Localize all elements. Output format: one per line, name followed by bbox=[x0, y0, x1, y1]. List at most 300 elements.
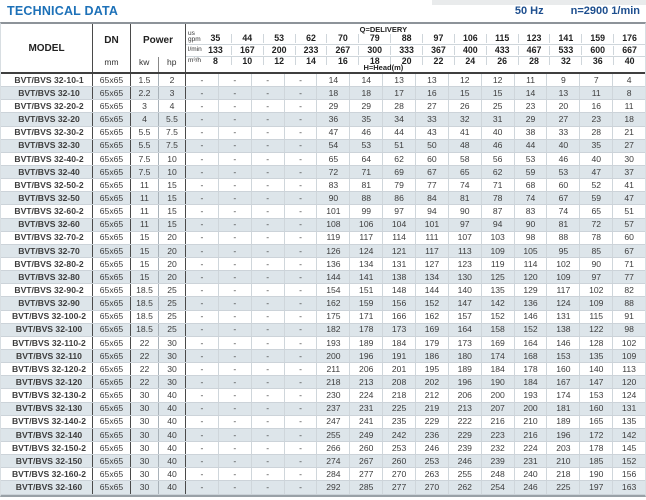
model-cell: BVT/BVS 32-120-2 bbox=[1, 363, 93, 375]
head-value: - bbox=[284, 337, 317, 349]
head-value: 160 bbox=[579, 403, 612, 415]
flow-value: 123 bbox=[518, 34, 550, 43]
head-value: - bbox=[251, 455, 284, 467]
head-value: 82 bbox=[612, 284, 645, 296]
head-value: 23 bbox=[579, 113, 612, 125]
flow-unit-label: m³/h bbox=[188, 56, 201, 64]
head-value: 277 bbox=[382, 481, 415, 493]
hp-cell: 15 bbox=[159, 192, 186, 204]
kw-cell: 30 bbox=[131, 403, 159, 415]
head-value: 246 bbox=[448, 455, 481, 467]
head-value: 237 bbox=[316, 403, 349, 415]
kw-cell: 30 bbox=[131, 416, 159, 428]
head-value: 240 bbox=[514, 468, 547, 480]
dn-cell: 65x65 bbox=[93, 376, 131, 388]
dn-cell: 65x65 bbox=[93, 455, 131, 467]
head-value: 33 bbox=[546, 127, 579, 139]
flow-value: 26 bbox=[486, 57, 518, 66]
head-value: 98 bbox=[612, 324, 645, 336]
head-value: 102 bbox=[579, 284, 612, 296]
table-row bbox=[1, 205, 645, 218]
head-value: 185 bbox=[579, 455, 612, 467]
kw-cell: 5.5 bbox=[131, 127, 159, 139]
head-value: 109 bbox=[612, 350, 645, 362]
flow-unit-label: us gpm bbox=[188, 30, 201, 44]
head-value: 131 bbox=[546, 311, 579, 323]
head-value: 87 bbox=[481, 205, 514, 217]
head-value: - bbox=[200, 232, 204, 243]
flow-value: 32 bbox=[549, 57, 581, 66]
head-value: 253 bbox=[382, 442, 415, 454]
head-value: - bbox=[284, 350, 317, 362]
dn-cell: 65x65 bbox=[93, 416, 131, 428]
head-value: - bbox=[284, 442, 317, 454]
head-value: 200 bbox=[316, 350, 349, 362]
head-value: - bbox=[200, 482, 204, 493]
head-value: 97 bbox=[448, 219, 481, 231]
head-value: - bbox=[251, 219, 284, 231]
kw-cell: 15 bbox=[131, 271, 159, 283]
head-value: 54 bbox=[316, 140, 349, 152]
head-value: 28 bbox=[579, 127, 612, 139]
head-value: 249 bbox=[349, 429, 382, 441]
head-value: - bbox=[251, 297, 284, 309]
kw-cell: 15 bbox=[131, 258, 159, 270]
head-value: - bbox=[200, 206, 204, 217]
head-value: 120 bbox=[612, 376, 645, 388]
head-value: 53 bbox=[514, 153, 547, 165]
head-value: - bbox=[200, 245, 204, 256]
flow-row-lmin bbox=[186, 44, 645, 56]
head-value: 267 bbox=[349, 455, 382, 467]
model-cell: BVT/BVS 32-30 bbox=[1, 140, 93, 152]
head-value: 8 bbox=[612, 87, 645, 99]
head-value: 203 bbox=[546, 442, 579, 454]
head-value: 90 bbox=[448, 205, 481, 217]
head-value: 125 bbox=[481, 271, 514, 283]
head-value: 34 bbox=[382, 113, 415, 125]
head-value: 32 bbox=[448, 113, 481, 125]
flow-value: 12 bbox=[263, 57, 295, 66]
head-value: 28 bbox=[382, 100, 415, 112]
dn-cell: 65x65 bbox=[93, 100, 131, 112]
head-value: 81 bbox=[448, 192, 481, 204]
dn-cell: 65x65 bbox=[93, 389, 131, 401]
head-value: 180 bbox=[448, 350, 481, 362]
head-value: - bbox=[218, 311, 251, 323]
head-value: 208 bbox=[382, 376, 415, 388]
page-title: TECHNICAL DATA bbox=[7, 4, 119, 18]
head-value: 167 bbox=[546, 376, 579, 388]
table-row bbox=[1, 468, 645, 481]
head-value: - bbox=[284, 205, 317, 217]
head-value: - bbox=[200, 179, 204, 190]
head-value: - bbox=[200, 311, 204, 322]
dn-cell: 65x65 bbox=[93, 87, 131, 99]
head-value: - bbox=[251, 100, 284, 112]
hp-unit-label: hp bbox=[158, 57, 186, 72]
head-value: - bbox=[218, 74, 251, 86]
head-value: 158 bbox=[481, 324, 514, 336]
head-value: 223 bbox=[481, 429, 514, 441]
head-value: 142 bbox=[481, 297, 514, 309]
head-value: 65 bbox=[448, 166, 481, 178]
flow-value: 533 bbox=[549, 46, 581, 55]
head-value: 173 bbox=[382, 324, 415, 336]
kw-cell: 22 bbox=[131, 363, 159, 375]
hp-cell: 40 bbox=[159, 455, 186, 467]
head-value: 79 bbox=[382, 179, 415, 191]
head-value: 102 bbox=[612, 337, 645, 349]
hp-cell: 40 bbox=[159, 429, 186, 441]
dn-cell: 65x65 bbox=[93, 429, 131, 441]
head-value: 60 bbox=[612, 232, 645, 244]
head-value: 175 bbox=[316, 311, 349, 323]
head-value: 285 bbox=[349, 481, 382, 493]
dn-cell: 65x65 bbox=[93, 179, 131, 191]
flow-value: 467 bbox=[518, 46, 550, 55]
dn-cell: 65x65 bbox=[93, 74, 131, 86]
table-row bbox=[1, 219, 645, 232]
head-value: 105 bbox=[514, 245, 547, 257]
head-value: 16 bbox=[415, 87, 448, 99]
head-value: 270 bbox=[415, 481, 448, 493]
head-value: 156 bbox=[382, 297, 415, 309]
head-value: - bbox=[251, 376, 284, 388]
hp-cell: 20 bbox=[159, 245, 186, 257]
head-value: 171 bbox=[349, 311, 382, 323]
flow-value: 133 bbox=[208, 44, 223, 55]
head-value: - bbox=[251, 245, 284, 257]
head-value: 65 bbox=[579, 205, 612, 217]
head-value: 29 bbox=[349, 100, 382, 112]
head-value: 128 bbox=[579, 337, 612, 349]
head-value: 164 bbox=[514, 337, 547, 349]
head-value: 124 bbox=[349, 245, 382, 257]
head-value: - bbox=[200, 468, 204, 479]
flow-value: 53 bbox=[263, 34, 295, 43]
head-value: 46 bbox=[481, 140, 514, 152]
head-value: 51 bbox=[382, 140, 415, 152]
hp-cell: 15 bbox=[159, 179, 186, 191]
table-row bbox=[1, 192, 645, 205]
head-value: 160 bbox=[546, 363, 579, 375]
head-value: - bbox=[284, 74, 317, 86]
head-value: - bbox=[218, 166, 251, 178]
head-value: - bbox=[251, 179, 284, 191]
head-value: 229 bbox=[415, 416, 448, 428]
head-value: - bbox=[251, 311, 284, 323]
head-value: 117 bbox=[415, 245, 448, 257]
head-value: 147 bbox=[448, 297, 481, 309]
head-value: 15 bbox=[448, 87, 481, 99]
kw-cell: 30 bbox=[131, 389, 159, 401]
model-cell: BVT/BVS 32-150-2 bbox=[1, 442, 93, 454]
head-value: - bbox=[251, 87, 284, 99]
head-value: - bbox=[284, 127, 317, 139]
flow-value: 20 bbox=[390, 57, 422, 66]
head-value: 134 bbox=[349, 258, 382, 270]
head-value: 211 bbox=[316, 363, 349, 375]
head-value: - bbox=[218, 416, 251, 428]
head-value: 77 bbox=[612, 271, 645, 283]
kw-cell: 11 bbox=[131, 192, 159, 204]
dn-cell: 65x65 bbox=[93, 324, 131, 336]
head-value: 14 bbox=[514, 87, 547, 99]
head-value: - bbox=[218, 324, 251, 336]
head-value: 189 bbox=[448, 363, 481, 375]
kw-cell: 4 bbox=[131, 113, 159, 125]
head-value: - bbox=[218, 87, 251, 99]
head-value: 146 bbox=[546, 337, 579, 349]
head-value: 169 bbox=[415, 324, 448, 336]
head-value: 74 bbox=[514, 192, 547, 204]
head-value: 81 bbox=[349, 179, 382, 191]
head-value: - bbox=[218, 297, 251, 309]
head-value: - bbox=[218, 376, 251, 388]
head-value: - bbox=[284, 455, 317, 467]
head-value: 71 bbox=[612, 258, 645, 270]
model-cell: BVT/BVS 32-110 bbox=[1, 350, 93, 362]
model-cell: BVT/BVS 32-10-1 bbox=[1, 74, 93, 86]
head-value: 88 bbox=[349, 192, 382, 204]
head-value: 200 bbox=[481, 389, 514, 401]
head-value: - bbox=[251, 416, 284, 428]
model-cell: BVT/BVS 32-50 bbox=[1, 192, 93, 204]
table-row bbox=[1, 232, 645, 245]
head-value: 47 bbox=[316, 127, 349, 139]
head-value: - bbox=[251, 153, 284, 165]
head-value: 230 bbox=[316, 389, 349, 401]
head-value: 151 bbox=[349, 284, 382, 296]
head-value: 138 bbox=[382, 271, 415, 283]
flow-value: 88 bbox=[390, 34, 422, 43]
dn-cell: 65x65 bbox=[93, 297, 131, 309]
hp-cell: 40 bbox=[159, 481, 186, 493]
table-header bbox=[1, 24, 645, 74]
head-value: 26 bbox=[448, 100, 481, 112]
head-value: 11 bbox=[612, 100, 645, 112]
flow-value: 600 bbox=[581, 46, 613, 55]
head-value: - bbox=[251, 166, 284, 178]
head-value: 7 bbox=[579, 74, 612, 86]
head-value: 266 bbox=[316, 442, 349, 454]
head-value: 43 bbox=[415, 127, 448, 139]
head-value: - bbox=[200, 298, 204, 309]
head-value: 18 bbox=[349, 87, 382, 99]
head-value: - bbox=[200, 377, 204, 387]
head-value: 27 bbox=[612, 140, 645, 152]
head-value: 123 bbox=[448, 258, 481, 270]
hp-cell: 15 bbox=[159, 205, 186, 217]
hp-cell: 20 bbox=[159, 271, 186, 283]
head-value: 260 bbox=[349, 442, 382, 454]
table-row bbox=[1, 376, 645, 389]
head-value: - bbox=[284, 403, 317, 415]
head-value: 206 bbox=[349, 363, 382, 375]
head-value: 196 bbox=[349, 350, 382, 362]
flow-value: 400 bbox=[454, 46, 486, 55]
head-value: 62 bbox=[382, 153, 415, 165]
head-value: 104 bbox=[382, 219, 415, 231]
head-value: 144 bbox=[415, 284, 448, 296]
head-value: 216 bbox=[481, 416, 514, 428]
head-value: - bbox=[284, 376, 317, 388]
head-value: 67 bbox=[612, 245, 645, 257]
flow-value: 333 bbox=[390, 46, 422, 55]
flow-value: 367 bbox=[422, 46, 454, 55]
head-value: 40 bbox=[481, 127, 514, 139]
dn-cell: 65x65 bbox=[93, 337, 131, 349]
dn-cell: 65x65 bbox=[93, 219, 131, 231]
head-value: 111 bbox=[415, 232, 448, 244]
head-value: - bbox=[218, 468, 251, 480]
dn-cell: 65x65 bbox=[93, 403, 131, 415]
model-cell: BVT/BVS 32-160-2 bbox=[1, 468, 93, 480]
head-value: - bbox=[218, 271, 251, 283]
table-row bbox=[1, 324, 645, 337]
flow-value: 10 bbox=[231, 57, 263, 66]
head-value: 169 bbox=[481, 337, 514, 349]
flow-value: 18 bbox=[358, 57, 390, 66]
hp-cell: 25 bbox=[159, 297, 186, 309]
hp-cell: 10 bbox=[159, 153, 186, 165]
head-value: 94 bbox=[415, 205, 448, 217]
kw-cell: 30 bbox=[131, 429, 159, 441]
head-value: - bbox=[284, 153, 317, 165]
head-value: - bbox=[251, 389, 284, 401]
flow-value: 44 bbox=[231, 34, 263, 43]
kw-cell: 18.5 bbox=[131, 297, 159, 309]
table-row bbox=[1, 455, 645, 468]
head-value: 83 bbox=[316, 179, 349, 191]
head-value: 152 bbox=[481, 311, 514, 323]
head-value: 182 bbox=[316, 324, 349, 336]
head-value: - bbox=[251, 337, 284, 349]
head-value: - bbox=[284, 258, 317, 270]
head-value: 71 bbox=[481, 179, 514, 191]
dn-label: DN bbox=[104, 35, 119, 46]
head-value: 162 bbox=[316, 297, 349, 309]
head-value: 90 bbox=[579, 258, 612, 270]
head-value: 13 bbox=[546, 87, 579, 99]
flow-value: 70 bbox=[326, 34, 358, 43]
head-value: 224 bbox=[349, 389, 382, 401]
head-value: 145 bbox=[612, 442, 645, 454]
head-value: 190 bbox=[481, 376, 514, 388]
head-value: - bbox=[200, 101, 204, 112]
head-value: 196 bbox=[448, 376, 481, 388]
head-value: 231 bbox=[514, 455, 547, 467]
head-value: 56 bbox=[481, 153, 514, 165]
hp-cell: 5.5 bbox=[159, 113, 186, 125]
head-value: - bbox=[218, 232, 251, 244]
kw-cell: 11 bbox=[131, 205, 159, 217]
hp-cell: 20 bbox=[159, 232, 186, 244]
model-cell: BVT/BVS 32-20-2 bbox=[1, 100, 93, 112]
head-value: - bbox=[200, 337, 204, 348]
head-value: - bbox=[251, 442, 284, 454]
head-value: - bbox=[251, 363, 284, 375]
table-row bbox=[1, 100, 645, 113]
dn-cell: 65x65 bbox=[93, 245, 131, 257]
head-value: 138 bbox=[546, 324, 579, 336]
table-row bbox=[1, 140, 645, 153]
head-value: 246 bbox=[514, 481, 547, 493]
dn-cell: 65x65 bbox=[93, 271, 131, 283]
head-value: 90 bbox=[316, 192, 349, 204]
model-cell: BVT/BVS 32-130 bbox=[1, 403, 93, 415]
head-value: - bbox=[218, 350, 251, 362]
head-value: - bbox=[284, 284, 317, 296]
head-value: 213 bbox=[349, 376, 382, 388]
kw-cell: 22 bbox=[131, 376, 159, 388]
head-value: 131 bbox=[612, 403, 645, 415]
head-value: - bbox=[284, 179, 317, 191]
head-value: 231 bbox=[349, 403, 382, 415]
head-value: - bbox=[251, 140, 284, 152]
head-value: - bbox=[218, 205, 251, 217]
head-value: 156 bbox=[612, 468, 645, 480]
head-value: 30 bbox=[612, 153, 645, 165]
head-value: - bbox=[200, 285, 204, 296]
head-value: - bbox=[284, 100, 317, 112]
head-value: 202 bbox=[415, 376, 448, 388]
dn-cell: 65x65 bbox=[93, 258, 131, 270]
head-value: 224 bbox=[514, 442, 547, 454]
model-cell: BVT/BVS 32-140 bbox=[1, 429, 93, 441]
head-value: 121 bbox=[382, 245, 415, 257]
flow-row-m3h bbox=[186, 56, 645, 66]
head-value: 142 bbox=[612, 429, 645, 441]
head-value: - bbox=[284, 429, 317, 441]
head-value: 152 bbox=[415, 297, 448, 309]
head-value: 152 bbox=[514, 324, 547, 336]
head-value: - bbox=[284, 297, 317, 309]
head-value: 77 bbox=[415, 179, 448, 191]
kw-cell: 11 bbox=[131, 219, 159, 231]
head-value: 85 bbox=[579, 245, 612, 257]
head-value: 126 bbox=[316, 245, 349, 257]
model-cell: BVT/BVS 32-50-2 bbox=[1, 179, 93, 191]
head-value: 36 bbox=[316, 113, 349, 125]
head-value: 229 bbox=[448, 429, 481, 441]
head-value: 46 bbox=[546, 153, 579, 165]
flow-value: 40 bbox=[613, 57, 645, 66]
head-value: 239 bbox=[481, 455, 514, 467]
head-value: - bbox=[284, 232, 317, 244]
head-value: 190 bbox=[579, 468, 612, 480]
kw-cell: 7.5 bbox=[131, 153, 159, 165]
head-value: 58 bbox=[448, 153, 481, 165]
flow-value: 14 bbox=[295, 57, 327, 66]
flow-value: 28 bbox=[518, 57, 550, 66]
head-value: - bbox=[284, 468, 317, 480]
head-value: 201 bbox=[382, 363, 415, 375]
head-value: - bbox=[200, 363, 204, 374]
head-value: 11 bbox=[579, 87, 612, 99]
head-value: 164 bbox=[448, 324, 481, 336]
dn-cell: 65x65 bbox=[93, 311, 131, 323]
dn-cell: 65x65 bbox=[93, 468, 131, 480]
head-value: 78 bbox=[579, 232, 612, 244]
hp-cell: 40 bbox=[159, 389, 186, 401]
head-value: 135 bbox=[612, 416, 645, 428]
dn-cell: 65x65 bbox=[93, 166, 131, 178]
head-value: - bbox=[218, 127, 251, 139]
head-value: 113 bbox=[612, 363, 645, 375]
head-value: - bbox=[284, 192, 317, 204]
